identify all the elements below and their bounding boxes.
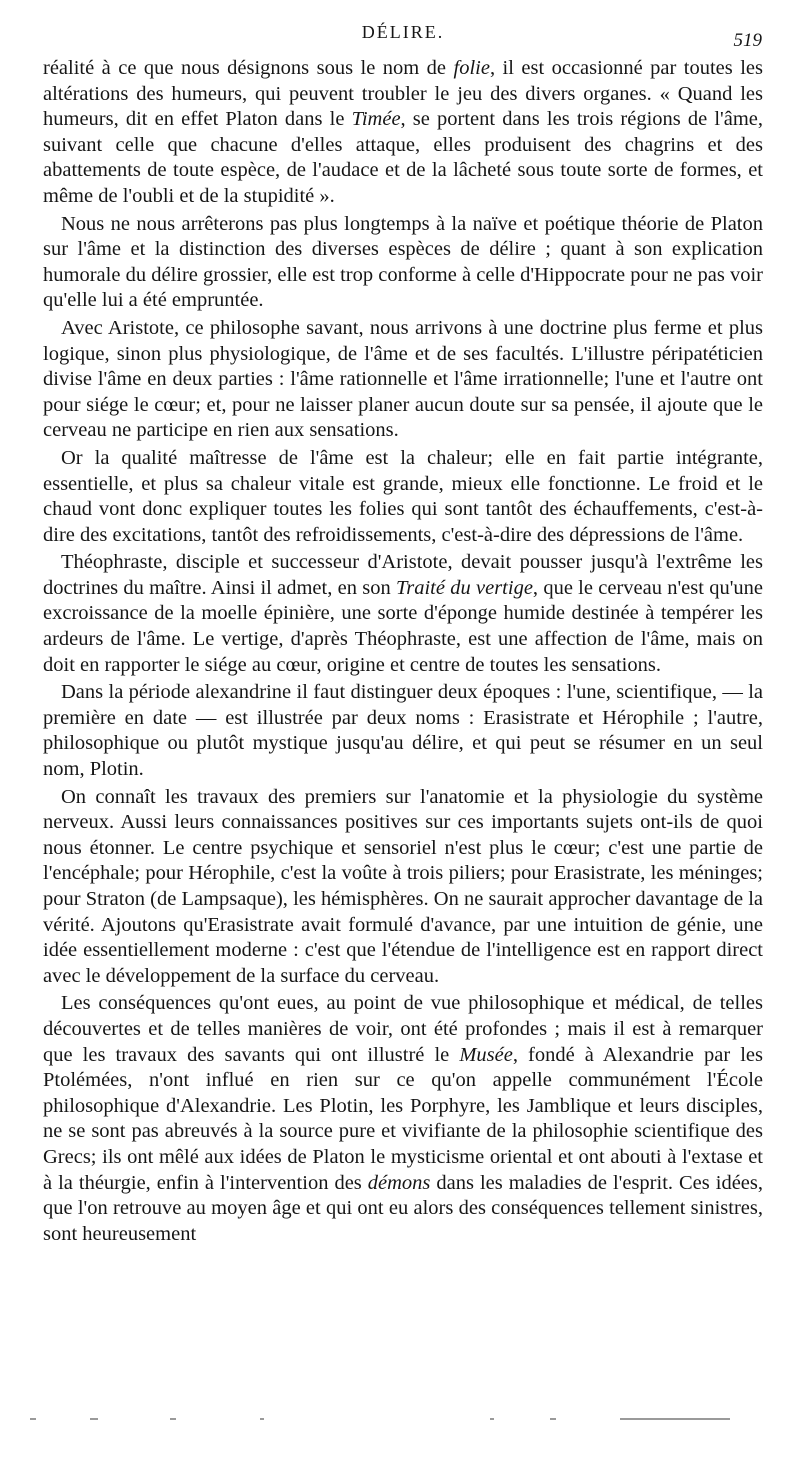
- italic-text: folie: [453, 57, 490, 79]
- text-run: Avec Aristote, ce philosophe savant, nous arrivons à une doctrine plus ferme et plus logique, sinon plus physiologique, de l'âme et de ses facultés. L'illustre péripatéticien divise l'âme en deux parties : l'âme rationnelle et l'âme irrationnelle; l'une et l'autre ont pour siége le cœur; et, pour ne laisser planer aucun doute sur sa pensée, il ajoute que le cerveau ne participe en rien aux sensations.: [43, 316, 763, 442]
- text-run: , que le cerveau n'est qu'une excroissance de la moelle épinière, une sorte d'éponge humide destinée à tempérer les ardeurs de l'âme. Le vertige, d'après Théophraste, est une affection de l'âme, mais on doit en rapporter le siége au cœur, origine et centre de toutes les sensations.: [43, 576, 763, 676]
- paragraph: [43, 446, 763, 548]
- text-run: , se portent dans les trois régions de l'âme, suivant celle que chacune d'elles attaque, elles produisent des chagrins et des abattements de toute espèce, de l'audace et de la lâcheté sous toute sorte de formes, et même de l'oubli et de la stupidité ».: [43, 108, 764, 207]
- page-header: [44, 22, 762, 52]
- text-run: , fondé à Alexandrie par les Ptolémées, n'ont influé en rien sur ce qu'on appelle communément l'École philosophique d'Alexandrie. Les Plotin, les Porphyre, les Jamblique et leurs disciples, ne se sont pas abreuvés à la source pure et vivifiante de la philosophie scientifique des Grecs; ils ont mêlé aux idées de Platon le mysticisme oriental et ont abouti à l'extase et à la théurgie, enfin à l'intervention des: [43, 1043, 763, 1194]
- text-run: Théophraste, disciple et successeur d'Aristote, devait pousser jusqu'à l'extrême les doctrines du maître. Ainsi il admet, en son: [43, 551, 763, 599]
- italic-text: Traité du vertige: [395, 576, 533, 599]
- paragraph: [43, 785, 763, 990]
- paragraph: [43, 56, 763, 210]
- footer-rule: [30, 1418, 760, 1424]
- text-run: Or la qualité maîtresse de l'âme est la chaleur; elle en fait partie intégrante, essentielle, et plus sa chaleur vitale est grande, mieux elle fonctionne. Le froid et le chaud vont donc expliquer toutes les folies qui sont tantôt des échauffements, c'est-à-dire des excitations, tantôt des refroidissements, c'est-à-dire des dépressions de l'âme.: [43, 446, 763, 546]
- italic-text: Timée: [351, 108, 401, 131]
- italic-text: démons: [367, 1171, 431, 1194]
- paragraph: [43, 550, 763, 678]
- running-title: DÉLIRE.: [361, 22, 445, 42]
- page-number: 519: [733, 30, 762, 51]
- italic-text: Musée: [459, 1043, 513, 1066]
- text-run: dans les maladies de l'esprit. Ces idées, que l'on retrouve au moyen âge et qui ont eu alors des conséquences tellement sinistres, sont heureusement: [43, 1171, 763, 1245]
- paragraph: [43, 212, 763, 314]
- text-run: Les conséquences qu'ont eues, au point de vue philosophique et médical, de telles découvertes et de telles manières de voir, ont été profondes ; mais il est à remarquer que les travaux des savants qui ont illustré le: [43, 992, 763, 1066]
- text-run: , il est occasionné par toutes les altérations des humeurs, qui peuvent troubler le jeu des divers organes. « Quand les humeurs, dit en effet Platon dans le: [43, 57, 763, 131]
- paragraph: [43, 316, 763, 444]
- paragraph: [43, 991, 763, 1247]
- body-text: [43, 56, 763, 1249]
- text-run: On connaît les travaux des premiers sur l'anatomie et la physiologie du système nerveux. Aussi leurs connaissances positives sur ces importants sujets ont-ils de quoi nous étonner. Le centre psychique et sensoriel n'est plus le cœur; c'est une partie de l'encéphale; pour Hérophile, c'est la voûte à trois piliers; pour Erasistrate, les méninges; pour Straton (de Lampsaque), les hémisphères. On ne saurait approcher davantage de la vérité. Ajoutons qu'Erasistrate avait formulé d'avance, par une intuition de génie, une idée essentiellement moderne : c'est que l'étendue de l'intelligence est en rapport direct avec le développement de la surface du cerveau.: [43, 785, 763, 987]
- paragraph: [43, 680, 763, 782]
- text-run: Nous ne nous arrêterons pas plus longtemps à la naïve et poétique théorie de Platon sur l'âme et la distinction des diverses espèces de délire ; quant à son explication humorale du délire grossier, elle est trop conforme à celle d'Hippocrate pour ne pas voir qu'elle lui a été empruntée.: [43, 212, 763, 312]
- text-run: réalité à ce que nous désignons sous le nom de: [43, 57, 454, 79]
- text-run: Dans la période alexandrine il faut distinguer deux époques : l'une, scientifique, — la première en date — est illustrée par deux noms : Erasistrate et Hérophile ; l'autre, philosophique ou plutôt mystique jusqu'au délire, et qui peut se résumer en un seul nom, Plotin.: [43, 681, 763, 781]
